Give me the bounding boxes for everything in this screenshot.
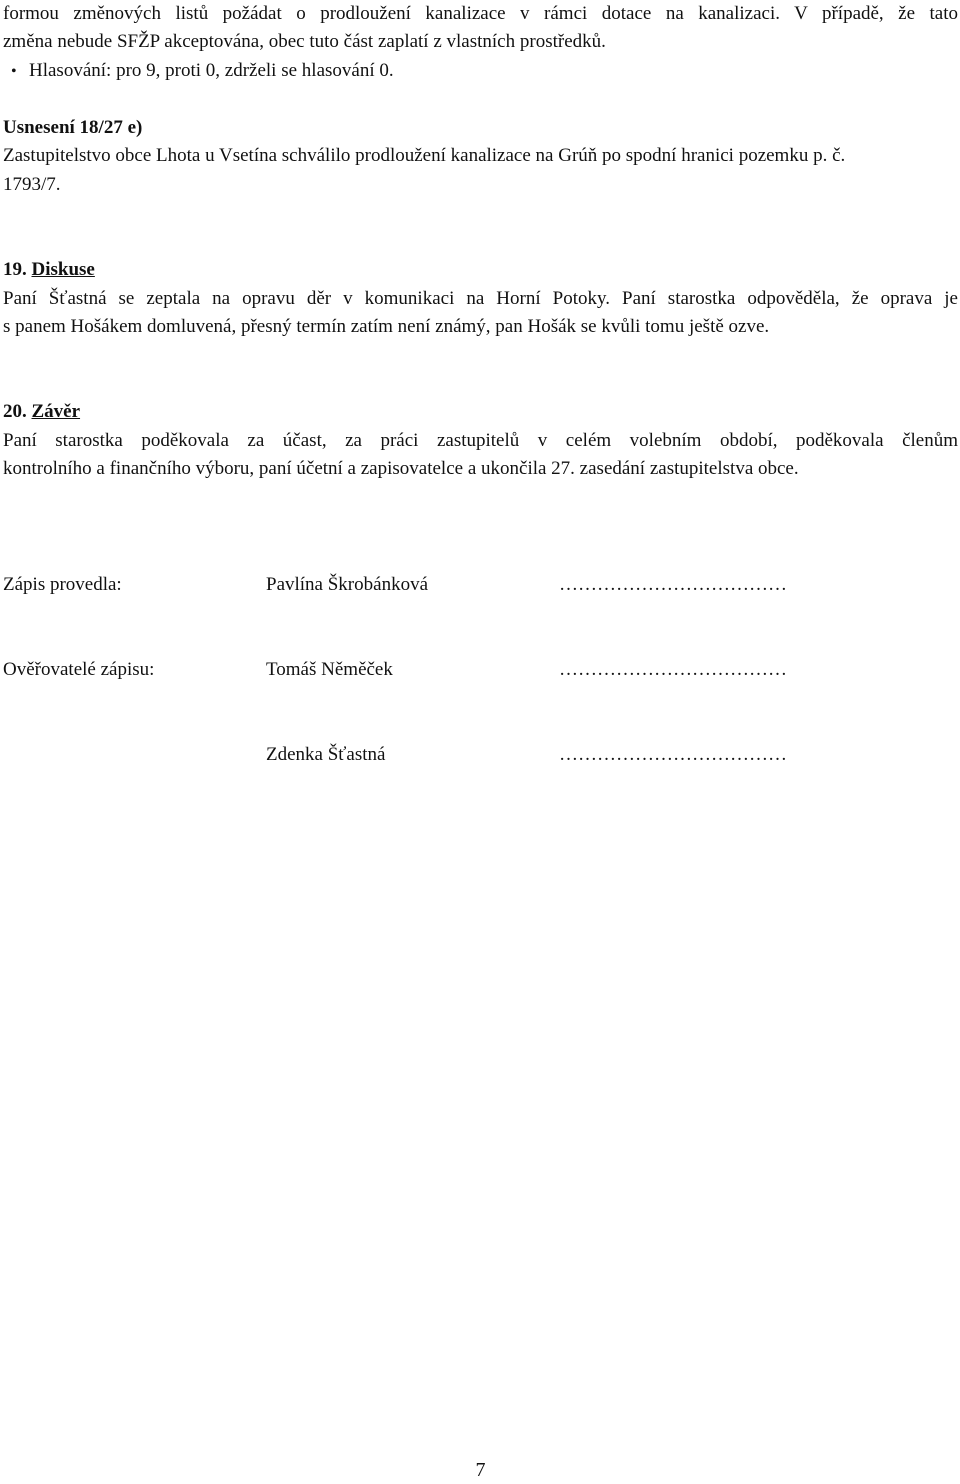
section-19-heading — [3, 256, 95, 284]
section-20-title: Závěr — [31, 401, 81, 422]
section-19-text-line-1: Paní Šťastná se zeptala na opravu děr v komunikaci na Horní Potoky. Paní starostka odpověděla, že oprava je — [3, 288, 958, 309]
verifier-2-signature-dots: ……………………………… — [559, 744, 787, 765]
section-20-text-line-1: Paní starostka poděkovala za účast, za práci zastupitelů v celém volebním období, poděkovala členům — [3, 430, 958, 451]
section-19-title: Diskuse — [31, 259, 95, 280]
verifiers-label: Ověřovatelé zápisu: — [3, 659, 155, 680]
paragraph-continuation-line-2: změna nebude SFŽP akceptována, obec tuto část zaplatí z vlastních prostředků. — [3, 31, 606, 52]
document-page — [3, 0, 958, 1480]
section-19-text-line-2: s panem Hošákem domluvená, přesný termín zatím není známý, pan Hošák se kvůli tomu ještě ozve. — [3, 316, 770, 337]
section-20-text-line-2: kontrolního a finančního výboru, paní účetní a zapisovatelce a ukončila 27. zasedání zastupitelstva obce. — [3, 458, 799, 479]
section-19-number: 19. — [3, 259, 27, 280]
section-20-number: 20. — [3, 401, 27, 422]
resolution-text-line-1: Zastupitelstvo obce Lhota u Vsetína schválilo prodloužení kanalizace na Grúň po spodní hranici pozemku p. č. — [3, 145, 846, 166]
resolution-text-line-2: 1793/7. — [3, 174, 61, 195]
verifier-1-signature-dots: ……………………………… — [559, 659, 787, 680]
recorder-label: Zápis provedla: — [3, 574, 122, 595]
recorder-name: Pavlína Škrobánková — [266, 574, 429, 595]
verifier-2-name: Zdenka Šťastná — [266, 744, 386, 765]
page-number: 7 — [475, 1459, 486, 1481]
vote-text: Hlasování: pro 9, proti 0, zdrželi se hlasování 0. — [29, 60, 394, 81]
verifier-1-name: Tomáš Něměček — [266, 659, 393, 680]
paragraph-continuation-line-1: formou změnových listů požádat o prodloužení kanalizace v rámci dotace na kanalizaci. V případě, že tato — [3, 3, 958, 24]
bullet-icon: • — [11, 63, 17, 80]
resolution-title: Usnesení 18/27 e) — [3, 117, 143, 138]
recorder-signature-dots: ……………………………… — [559, 574, 787, 595]
vote-list-item — [11, 57, 394, 86]
section-20-heading — [3, 398, 80, 426]
